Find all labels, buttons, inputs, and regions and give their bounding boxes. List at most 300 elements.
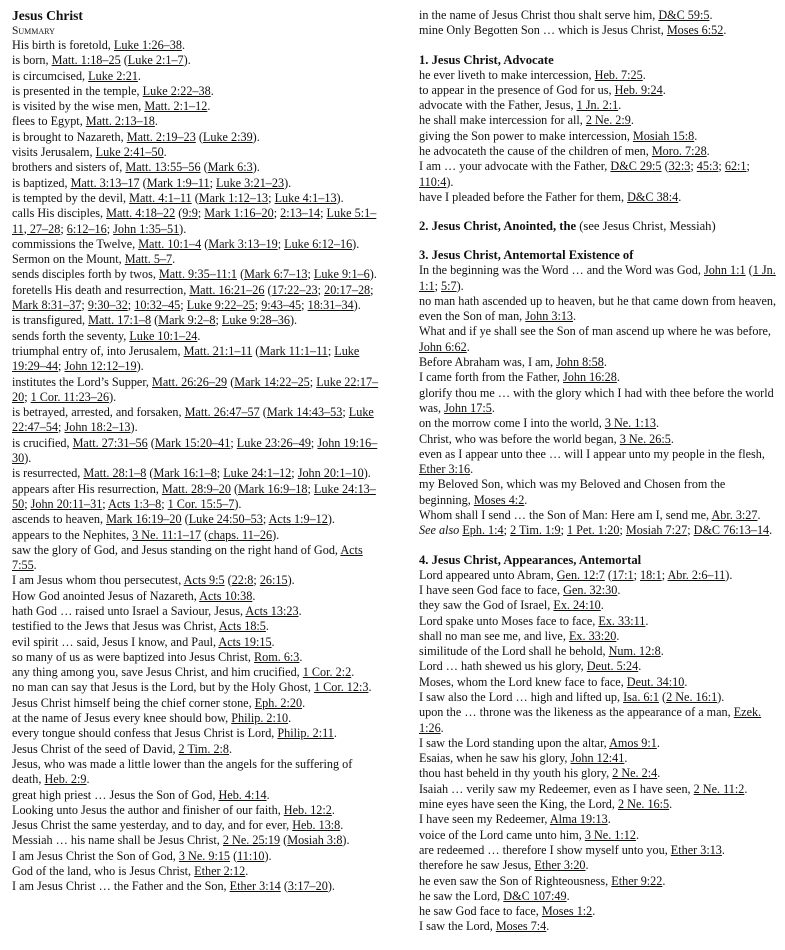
scripture-reference-link[interactable]: 18:1 [640,567,662,582]
index-entry [419,751,779,766]
scripture-reference-link[interactable]: Luke 2:22–38 [142,83,211,98]
entry-text: ; [503,523,511,538]
entry-text: ( [195,129,203,144]
scripture-reference-link[interactable]: Matt. 10:1–4 [138,236,202,251]
scripture-reference-link[interactable]: John 18:2–13 [64,420,131,435]
scripture-reference-link[interactable]: 9:9 [182,206,198,221]
scripture-reference-link[interactable]: 1 Jn. 1:1 [419,263,776,293]
index-entry [419,629,779,644]
entry-text: . [662,873,666,888]
scripture-reference-link[interactable]: 110:4 [419,174,447,189]
entry-text: How God anointed Jesus of Nazareth, [12,588,200,603]
scripture-reference-link[interactable]: Heb. 13:8 [292,818,341,833]
entry-text: ( [147,435,155,450]
scripture-reference-link[interactable]: Mosiah 7:27 [625,523,688,538]
entry-text: . [470,462,474,477]
entry-text: ( [201,527,209,542]
entry-text: any thing among you, save Jesus Christ, and him crucified, [12,665,303,680]
scripture-reference-link[interactable]: Ether 3:13 [670,842,722,857]
scripture-reference-link[interactable]: Isa. 6:1 [623,689,659,704]
entry-text: . [607,812,611,827]
entry-text: . [491,400,495,415]
entry-text: ). [234,496,242,511]
index-entry [12,864,384,879]
entry-text: ). [369,267,377,282]
scripture-reference-link[interactable]: Luke 5:1–11, 27–28 [12,206,377,236]
scripture-reference-link[interactable]: Luke 23:26–49 [236,435,311,450]
entry-text: ; [102,496,109,511]
index-entry [419,736,779,751]
entry-text: ; [273,206,281,221]
scripture-reference-link[interactable]: 18:31–34 [307,298,354,313]
entry-text: he saw God face to face, [419,904,542,919]
index-entry [12,38,384,53]
scripture-reference-link[interactable]: Acts 19:15 [218,634,272,649]
section-heading: 4. Jesus Christ, Appearances, Antemortal [419,552,642,567]
scripture-reference-link[interactable]: Eph. 1:4 [462,523,504,538]
entry-text: ; [661,567,668,582]
scripture-reference-link[interactable]: Mark 6:3 [207,160,253,175]
entry-text: . [546,919,550,934]
scripture-reference-link[interactable]: Matt. 2:19–23 [126,129,196,144]
scripture-reference-link[interactable]: Luke 2:39 [202,129,253,144]
scripture-reference-link[interactable]: 1 Cor. 15:5–7 [167,496,235,511]
scripture-reference-link[interactable]: 26:15 [259,573,288,588]
scripture-reference-link[interactable]: Philip. 2:11 [277,726,334,741]
entry-text: thou hast beheld in thy youth his glory, [419,766,613,781]
scripture-reference-link[interactable]: D&C 59:5 [658,8,710,22]
entry-text: . [302,695,306,710]
index-entry [419,797,779,812]
index-entry [12,512,384,527]
index-entry [419,386,779,417]
entry-text: ; [342,405,349,420]
scripture-reference-link[interactable]: Luke 2:1–7 [127,53,184,68]
index-entry [12,53,384,68]
scripture-reference-link[interactable]: Luke 19:29–44 [12,343,360,374]
scripture-reference-link[interactable]: 1 Cor. 12:3 [313,680,369,695]
scripture-reference-link[interactable]: Abr. 3:27 [711,508,758,523]
scripture-reference-link[interactable]: Matt. 9:35–11:1 [158,267,238,282]
scripture-reference-link[interactable]: Matt. 4:1–11 [129,190,192,205]
entry-text: he advocateth the cause of the children of men, [419,144,652,159]
index-entry [12,69,384,84]
scripture-reference-link[interactable]: Luke 1:26–38 [113,38,182,52]
scripture-reference-link[interactable]: Ether 2:12 [194,864,246,879]
entry-text: ; [81,298,88,313]
index-entry [419,828,779,843]
entry-text: . [638,659,642,674]
scripture-reference-link[interactable]: Matt. 13:55–56 [125,160,201,175]
scripture-reference-link[interactable]: Deut. 34:10 [626,674,685,689]
entry-text: ; [619,523,626,538]
entry-text: . [645,613,649,628]
scripture-reference-link[interactable]: Matt. 26:47–57 [184,405,260,420]
scripture-reference-link[interactable]: Heb. 7:25 [594,67,643,82]
index-entry [419,447,779,478]
section-heading: 2. Jesus Christ, Anointed, the (see Jesus Christ, Messiah) [419,219,716,234]
index-entry [419,843,779,858]
scripture-reference-link[interactable]: 10:32–45 [134,298,181,313]
entry-text: ). [252,129,260,144]
entry-text: ; [687,523,694,538]
scripture-reference-link[interactable]: Acts 18:5 [218,619,266,634]
entry-text: ). [179,221,187,236]
scripture-reference-link[interactable]: Luke 6:12–16 [284,236,353,251]
scripture-reference-link[interactable]: John 12:41 [570,751,625,766]
scripture-reference-link[interactable]: Moro. 7:28 [651,144,707,159]
entry-text: he shall make intercession for all, [419,113,586,128]
index-entry [419,919,779,934]
entry-text: ( [191,190,199,205]
entry-text: . [662,82,666,97]
entry-text: Jesus, who was made a little lower than the angels for the suffering of death, [12,756,353,787]
index-entry [12,283,384,314]
scripture-reference-link[interactable]: Ex. 33:20 [568,628,617,643]
entry-text: ( [280,879,288,894]
scripture-reference-link[interactable]: 2:13–14 [280,206,321,221]
scripture-reference-link[interactable]: John 8:58 [556,355,604,370]
index-entry [419,416,779,431]
scripture-reference-link[interactable]: 3 Ne. 1:13 [604,416,656,431]
index-entry [12,788,384,803]
index-entry [419,659,779,674]
index-entry [419,889,779,904]
entry-text: . [635,827,640,842]
entry-text: ( [201,236,209,251]
scripture-reference-link[interactable]: John 6:62 [419,339,467,354]
scripture-reference-link[interactable]: Luke 24:13–50 [12,481,376,511]
entry-text: I saw also the Lord … high and lifted up, [419,689,624,704]
entry-text: ( [139,175,147,190]
scripture-reference-link[interactable]: Mark 1:12–13 [198,190,269,205]
scripture-reference-link[interactable]: D&C 107:49 [503,888,567,903]
scripture-reference-link[interactable]: Luke 3:21–23 [216,175,285,190]
scripture-reference-link[interactable]: Abr. 2:6–11 [667,567,726,582]
scripture-reference-link[interactable]: Heb. 12:2 [283,802,332,817]
entry-text: . [331,802,335,817]
entry-text: Isaiah … verily saw my Redeemer, even as I have seen, [419,781,694,796]
index-entry [12,252,384,267]
scripture-reference-link[interactable]: Luke 4:1–13 [274,190,337,205]
entry-text: ( [264,282,272,297]
entry-text: ; [434,278,442,293]
scripture-reference-link[interactable]: Matt. 28:1–8 [83,466,147,481]
scripture-reference-link[interactable]: Luke 9:28–36 [221,313,290,328]
scripture-reference-link[interactable]: John 16:28 [563,370,617,385]
index-entry [419,68,779,83]
scripture-reference-link[interactable]: Ether 3:14 [229,879,281,894]
scripture-reference-link[interactable]: Amos 9:1 [609,735,657,750]
scripture-reference-link[interactable]: Acts 13:23 [245,603,299,618]
scripture-reference-link[interactable]: Mark 3:13–19 [208,236,278,251]
scripture-reference-link[interactable]: Ezek. 1:26 [419,705,762,735]
entry-text: to appear in the presence of God for us, [419,82,615,97]
entry-text: voice of the Lord came unto him, [419,827,585,842]
scripture-reference-link[interactable]: 3 Ne. 11:1–17 [132,527,202,542]
entry-text: ( [604,567,612,582]
scripture-reference-link[interactable]: 9:30–32 [87,298,128,313]
index-entry [419,614,779,629]
scripture-reference-link[interactable]: John 20:11–31 [30,496,103,511]
scripture-reference-link[interactable]: Eph. 2:20 [254,695,303,710]
entry-text: God of the land, who is Jesus Christ, [12,864,195,879]
scripture-reference-link[interactable]: Heb. 9:24 [614,82,663,97]
scripture-reference-link[interactable]: Mark 9:2–8 [158,313,216,328]
scripture-reference-link[interactable]: D&C 29:5 [610,159,662,174]
index-entry [419,782,779,797]
scripture-reference-link[interactable]: 20:17–28 [324,282,371,297]
scripture-reference-link[interactable]: John 3:13 [525,309,574,324]
index-entry [12,436,384,467]
scripture-reference-link[interactable]: John 19:16–30 [12,435,378,466]
entry-text: so many of us as were baptized into Jesus Christ, [12,649,255,664]
entry-text: . [617,582,621,597]
entry-text: triumphal entry of, into Jerusalem, [12,343,184,358]
entry-text: Lord spake unto Moses face to face, [419,613,599,628]
entry-text: is circumcised, [12,68,89,83]
entry-text: ( [181,512,189,527]
entry-text: advocate with the Father, Jesus, [419,98,577,113]
scripture-reference-link[interactable]: 2 Ne. 16:1 [666,689,718,704]
entry-text: shall no man see me, and live, [419,628,569,643]
section-note: (see Jesus Christ, Messiah) [576,219,716,234]
scripture-reference-link[interactable]: John 20:1–10 [297,466,364,481]
topic-section [419,53,779,206]
scripture-reference-link[interactable]: Luke 2:41–50 [95,145,164,160]
scripture-reference-link[interactable]: Alma 19:13 [549,812,608,827]
scripture-reference-link[interactable]: John 17:5 [444,400,492,415]
scripture-reference-link[interactable]: 6:12–16 [66,221,107,236]
entry-text: ( [259,405,267,420]
scripture-reference-link[interactable]: 45:3 [696,159,719,174]
index-entry [12,405,384,436]
scripture-reference-link[interactable]: Mosiah 3:8 [287,833,343,848]
entry-text: he ever liveth to make intercession, [419,67,595,82]
scripture-reference-link[interactable]: 1 Cor. 2:2 [302,665,352,680]
scripture-reference-link[interactable]: 1 Cor. 11:23–26 [30,389,110,404]
scripture-reference-link[interactable]: Acts 9:5 [183,573,225,588]
scripture-reference-link[interactable]: chaps. 11–26 [208,527,273,542]
entry-text: ; [106,221,114,236]
entry-text: ; [209,175,217,190]
scripture-reference-link[interactable]: Moses 7:4 [495,919,547,934]
entry-text: ( [151,313,159,328]
index-entry [12,482,384,513]
index-entry [419,568,779,583]
scripture-reference-link[interactable]: Mark 16:19–20 [106,512,182,527]
scripture-reference-link[interactable]: 2 Ne. 2:9 [585,113,631,128]
scripture-reference-link[interactable]: Mark 11:1–11 [259,343,328,358]
index-entry [12,680,384,695]
entry-text: ( [175,206,183,221]
scripture-reference-link[interactable]: 2 Tim. 2:8 [178,741,230,756]
entry-text: ). [109,389,117,404]
scripture-reference-link[interactable]: Mark 1:9–11 [146,175,210,190]
scripture-reference-link[interactable]: Mosiah 15:8 [632,128,695,143]
index-entry [12,206,384,237]
scripture-reference-link[interactable]: 2 Ne. 11:2 [693,781,745,796]
entry-text: is crucified, [12,435,73,450]
entry-text: giving the Son power to make intercession, [419,128,633,143]
scripture-reference-link[interactable]: 5:7 [441,278,457,293]
entry-text: therefore he saw Jesus, [419,858,535,873]
scripture-reference-link[interactable]: Mark 6:7–13 [244,267,308,282]
index-entry [12,803,384,818]
entry-text: I have seen my Redeemer, [419,812,550,827]
scripture-reference-link[interactable]: 62:1 [724,159,747,174]
scripture-reference-link[interactable]: Matt. 21:1–11 [183,343,253,358]
scripture-reference-link[interactable]: Luke 9:1–6 [313,267,370,282]
scripture-reference-link[interactable]: Matt. 2:13–18 [85,114,155,129]
scripture-reference-link[interactable]: Matt. 16:21–26 [189,282,265,297]
scripture-reference-link[interactable]: Philip. 2:10 [231,711,289,726]
index-entry [419,583,779,598]
scripture-reference-link[interactable]: Ether 9:22 [611,873,663,888]
scripture-reference-link[interactable]: Heb. 2:9 [44,772,87,787]
index-entry [12,191,384,206]
scripture-reference-link[interactable]: Acts 1:3–8 [108,496,162,511]
scripture-reference-link[interactable]: 3:17–20 [287,879,328,894]
scripture-reference-link[interactable]: Matt. 1:18–25 [51,53,121,68]
scripture-reference-link[interactable]: Num. 12:8 [608,644,661,659]
scripture-reference-link[interactable]: Acts 1:9–12 [268,512,328,527]
index-entry [12,818,384,833]
scripture-reference-link[interactable]: D&C 76:13–14 [693,523,770,538]
scripture-reference-link[interactable]: Ex. 33:11 [598,613,646,628]
scripture-reference-link[interactable]: 2 Ne. 2:4 [612,766,658,781]
scripture-reference-link[interactable]: D&C 38:4 [627,189,679,204]
scripture-reference-link[interactable]: Luke 2:21 [88,68,138,83]
index-entry [12,650,384,665]
scripture-reference-link[interactable]: Luke 22:47–54 [12,405,374,435]
scripture-reference-link[interactable]: Mark 14:43–53 [266,405,343,420]
entry-text: ). [446,174,454,189]
scripture-reference-link[interactable]: 3 Ne. 1:12 [584,827,636,842]
index-entry [419,432,779,447]
scripture-reference-link[interactable]: Rom. 6:3 [254,649,300,664]
entry-text: . [624,751,628,766]
entry-text: Christ, who was before the world began, [419,431,620,446]
scripture-reference-link[interactable]: Matt. 5–7 [124,252,173,267]
entry-text: ; [180,298,187,313]
scripture-reference-link[interactable]: Matt. 17:1–8 [88,313,152,328]
entry-text: ; [320,206,327,221]
scripture-reference-link[interactable]: Matt. 28:9–20 [161,481,231,496]
entry-text: ; [327,343,335,358]
scripture-reference-link[interactable]: Matt. 4:18–22 [106,206,176,221]
entry-text: . [252,588,256,603]
scripture-reference-link[interactable]: Ether 3:16 [419,462,471,477]
entry-text: . [694,128,698,143]
scripture-reference-link[interactable]: Mark 8:31–37 [12,298,82,313]
scripture-reference-link[interactable]: Mark 16:9–18 [238,481,308,496]
scripture-reference-link[interactable]: Mark 1:16–20 [204,206,274,221]
scripture-reference-link[interactable]: John 1:1 [703,263,746,278]
entry-text: . [154,114,158,129]
scripture-reference-link[interactable]: Ether 3:20 [534,858,586,873]
scripture-reference-link[interactable]: Gen. 12:7 [556,567,605,582]
entry-text: on the morrow come I into the world, [419,416,605,431]
index-entry [419,8,779,23]
entry-text: . [669,797,673,812]
scripture-reference-link[interactable]: 3 Ne. 9:15 [178,848,231,863]
scripture-reference-link[interactable]: Luke 22:17–20 [12,374,379,404]
scripture-reference-link[interactable]: Acts 10:38 [199,588,253,603]
scripture-reference-link[interactable]: 17:1 [611,567,634,582]
index-entry [419,904,779,919]
entry-text: ; [268,190,275,205]
scripture-reference-link[interactable]: Matt. 3:13–17 [70,175,140,190]
scripture-reference-link[interactable]: John 12:12–19 [64,359,137,374]
entry-text: . [660,644,664,659]
entry-text: ( [230,481,239,496]
scripture-reference-link[interactable]: 11:10 [237,848,265,863]
scripture-reference-link[interactable]: Matt. 27:31–56 [72,435,148,450]
scripture-reference-link[interactable]: John 1:35–51 [113,221,180,236]
scripture-reference-link[interactable]: Luke 10:1–24 [129,328,198,343]
scripture-reference-link[interactable]: Luke 24:1–12 [223,466,292,481]
scripture-reference-link[interactable]: Gen. 32:30 [563,582,618,597]
scripture-reference-link[interactable]: 32:3 [668,159,691,174]
scripture-reference-link[interactable]: 9:43–45 [261,298,302,313]
entry-text: ). [130,420,138,435]
entry-text: ; [633,567,641,582]
entry-text: ( [237,267,245,282]
scripture-reference-link[interactable]: 2 Ne. 16:5 [618,797,670,812]
right-column [419,8,779,936]
entry-text: . [670,431,674,446]
entry-text: Before Abraham was, I am, [419,355,557,370]
scripture-reference-link[interactable]: Mark 14:22–25 [234,374,310,389]
entry-text: Looking unto Jesus the author and finisher of our faith, [12,802,284,817]
entry-text: ( [745,263,753,278]
scripture-reference-link[interactable]: Luke 9:22–25 [186,298,255,313]
scripture-reference-link[interactable]: Moses 6:52 [666,23,724,38]
scripture-reference-link[interactable]: Acts 7:55 [12,542,363,573]
scripture-reference-link[interactable]: 22:8 [231,573,254,588]
scripture-reference-link[interactable]: Deut. 5:24 [586,659,639,674]
entry-text: he saw the Lord, [419,888,504,903]
scripture-reference-link[interactable]: Moses 4:2 [473,492,525,507]
scripture-reference-link[interactable]: 2 Ne. 25:19 [222,833,281,848]
entry-text: ). [24,451,32,466]
scripture-reference-link[interactable]: Heb. 4:14 [218,787,267,802]
scripture-reference-link[interactable]: Mark 16:1–8 [153,466,217,481]
index-entry [419,159,779,190]
entry-text: . [266,787,270,802]
entry-text: is presented in the temple, [12,83,143,98]
entry-text: appears after His resurrection, [12,481,162,496]
scripture-reference-link[interactable]: Ex. 24:10 [553,598,601,613]
scripture-reference-link[interactable]: 17:22–23 [271,282,318,297]
entry-text: even as I appear unto thee … will I appear unto my people in the flesh, [419,446,765,461]
scripture-reference-link[interactable]: 3 Ne. 26:5 [619,431,671,446]
index-entry [419,83,779,98]
scripture-reference-link[interactable]: 1 Pet. 1:20 [567,523,620,538]
scripture-reference-link[interactable]: Matt. 2:1–12 [144,99,208,114]
scripture-reference-link[interactable]: 2 Tim. 1:9 [510,523,561,538]
index-entry [12,466,384,481]
scripture-reference-link[interactable]: Mark 15:20–41 [154,435,231,450]
entry-text: . [657,766,661,781]
scripture-reference-link[interactable]: Matt. 26:26–29 [152,374,228,389]
scripture-reference-link[interactable]: Moses 1:2 [541,904,593,919]
scripture-reference-link[interactable]: 1 Jn. 2:1 [576,98,619,113]
entry-text: . [207,99,211,114]
entry-text: . [678,189,682,204]
scripture-reference-link[interactable]: Luke 24:50–53 [188,512,263,527]
